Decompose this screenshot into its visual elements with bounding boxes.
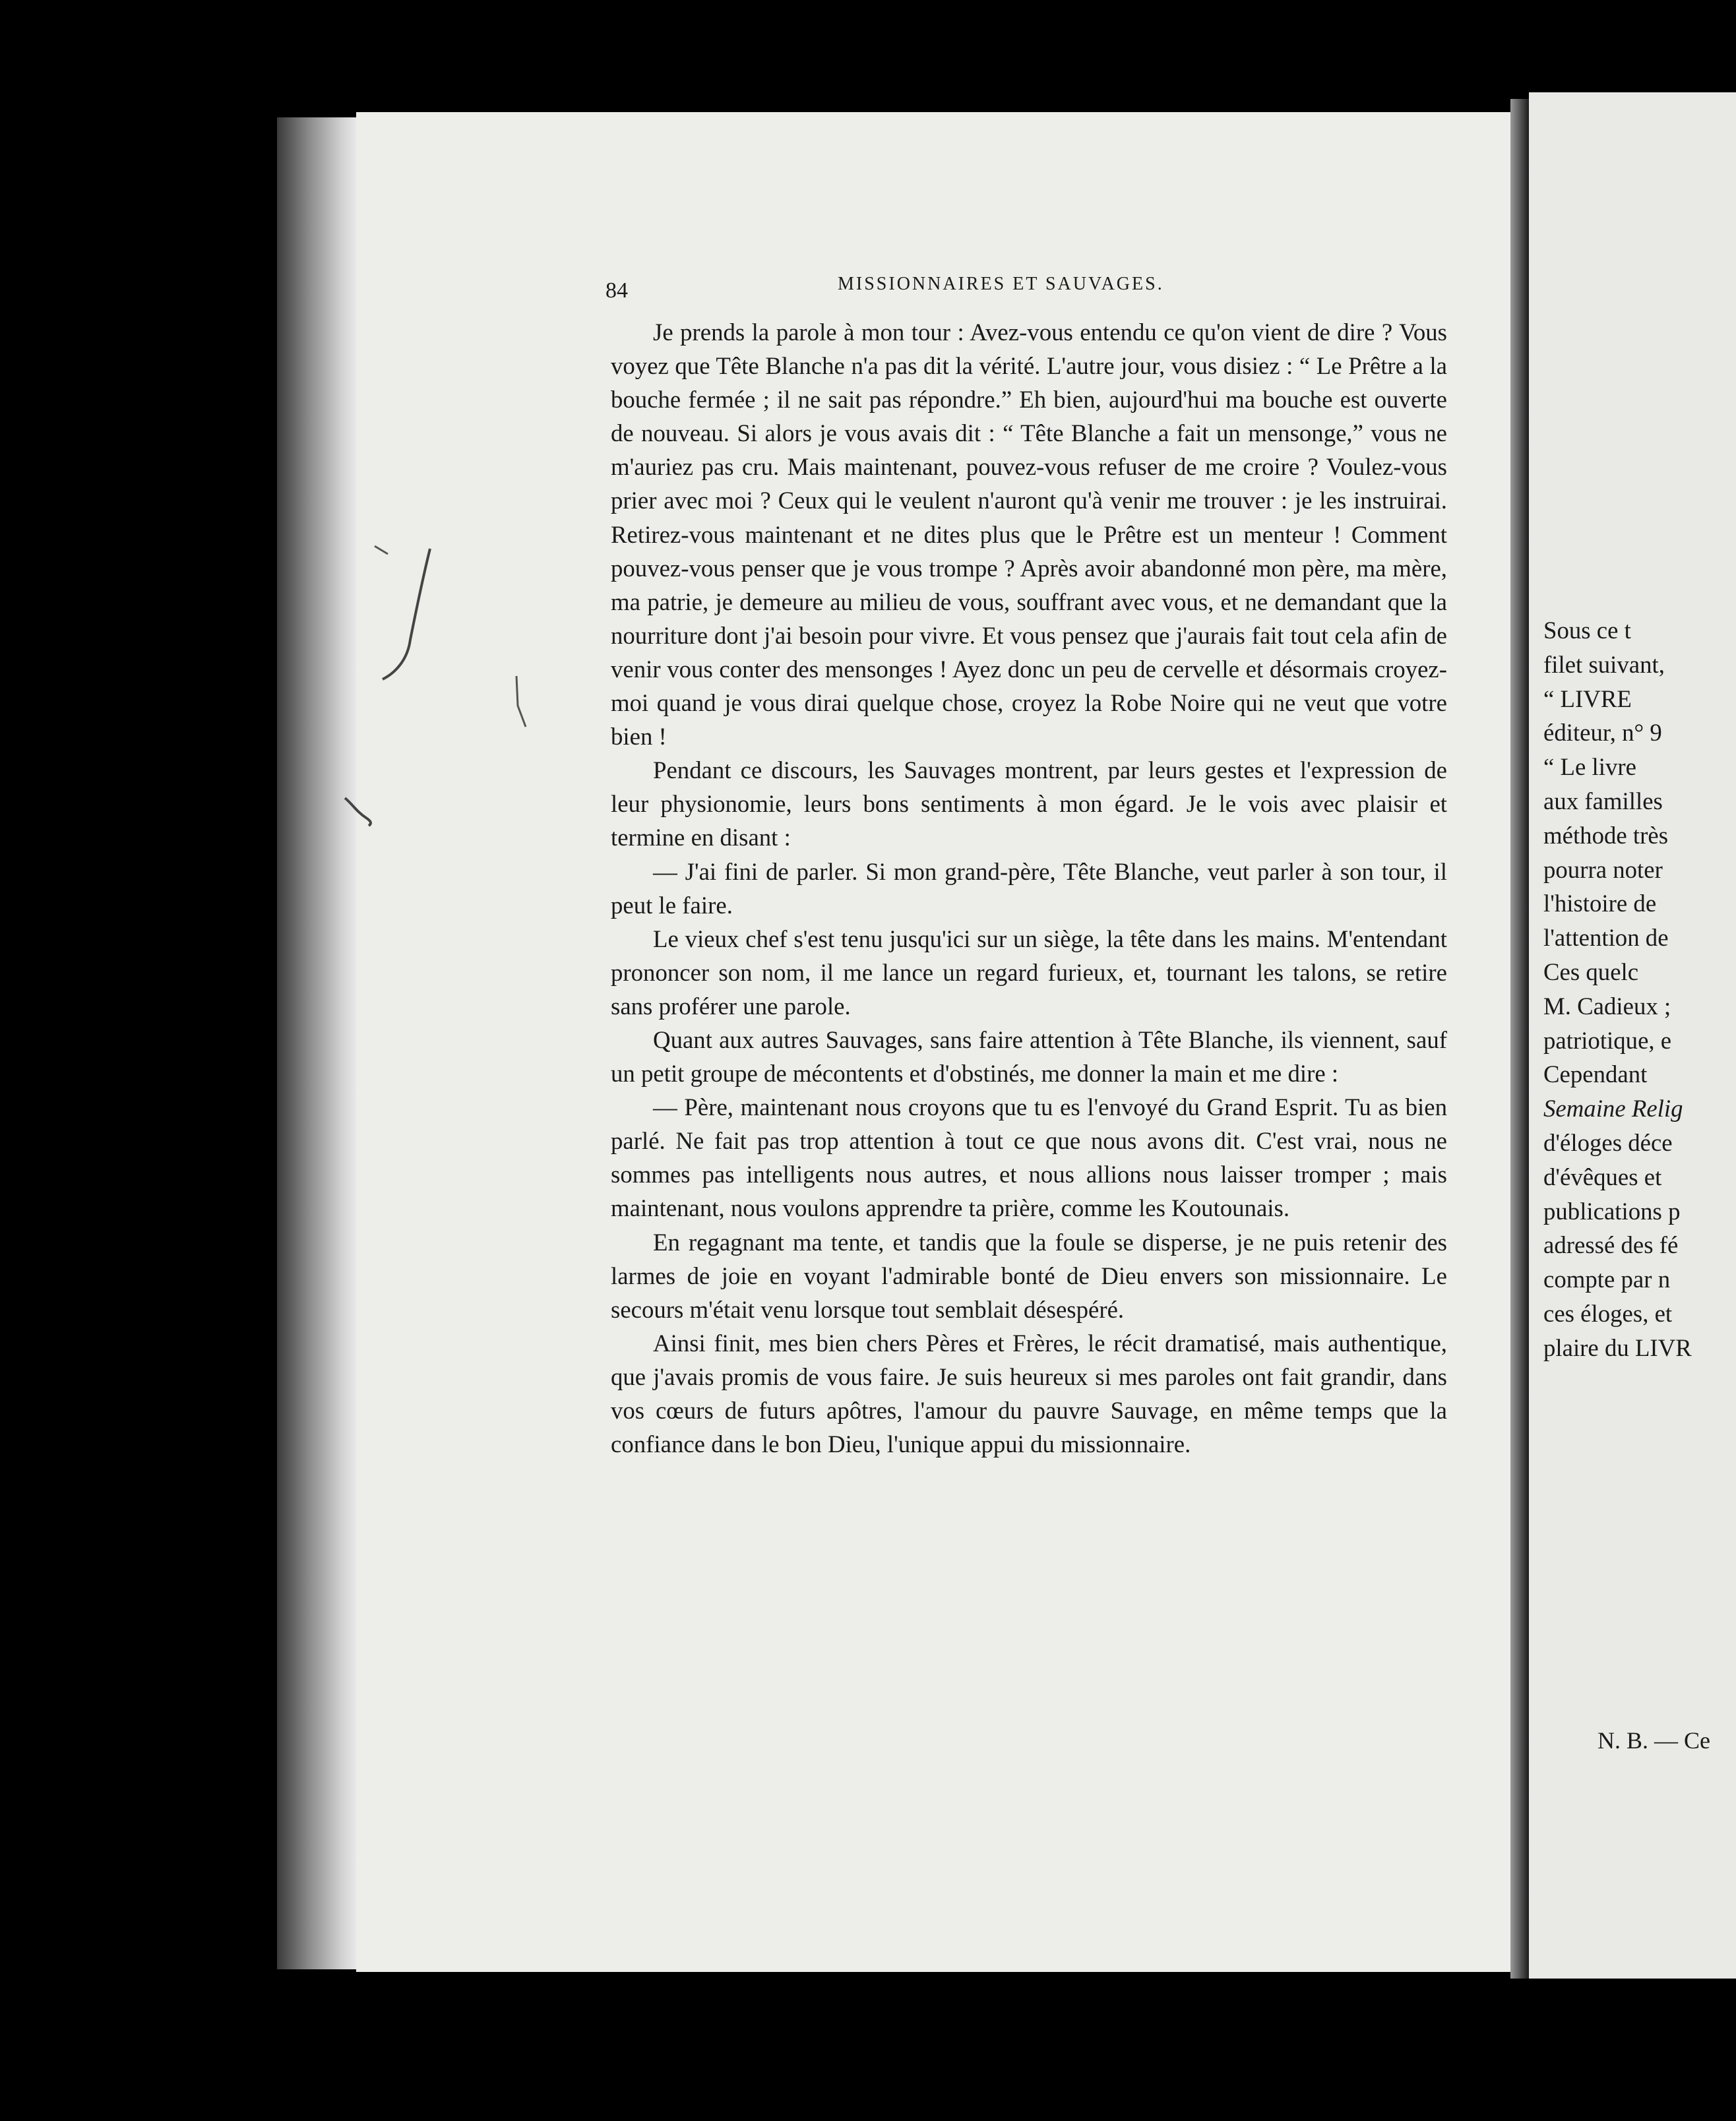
paragraph: Pendant ce discours, les Sauvages montrent, par leurs gestes et l'expression de leur physionomie, leurs bons sentiments à mon égard. Je le vois avec plaisir et termine en disant : <box>611 756 1447 851</box>
margin-blot-mark <box>340 791 379 831</box>
right-line: Ces quelc <box>1543 958 1639 985</box>
paragraph: En regagnant ma tente, et tandis que la foule se disperse, je ne puis retenir des larmes de joie en voyant l'admirable bonté de Dieu envers son missionnaire. Le secours m'était venu lorsque tout semblait désespéré. <box>611 1228 1447 1323</box>
right-line: compte par n <box>1543 1266 1671 1293</box>
right-line: l'attention de <box>1543 924 1669 952</box>
paragraph: — Père, maintenant nous croyons que tu es l'envoyé du Grand Esprit. Tu as bien parlé. Ne fait pas trop attention à tout ce que nous avons dit. C'est vrai, nous ne sommes pas intelligents nous autres, et nous allions nous laisser tromper ; mais maintenant, nous voulons apprendre ta prière, comme les Koutounais. <box>611 1093 1447 1222</box>
right-line: d'éloges déce <box>1543 1128 1673 1156</box>
paragraph: Ainsi finit, mes bien chers Pères et Frères, le récit dramatisé, mais authentique, que j'avais promis de vous faire. Je suis heureux si mes paroles ont fait grandir, dans vos cœurs de futurs apôtres, l'amour du pauvre Sauvage, en même temps que la confiance dans le bon Dieu, l'unique appui du missionnaire. <box>611 1329 1447 1458</box>
paragraph: — J'ai fini de parler. Si mon grand-père, Tête Blanche, veut parler à son tour, il peut le faire. <box>611 857 1447 919</box>
right-line: ces éloges, et <box>1543 1299 1673 1327</box>
left-page-body <box>611 315 1447 1461</box>
running-head <box>605 264 1463 310</box>
paragraph: Je prends la parole à mon tour : Avez-vous entendu ce qu'on vient de dire ? Vous voyez que Tête Blanche n'a pas dit la vérité. L'autre jour, vous disiez : “ Le Prêtre a la bouche fermée ; il ne sait pas répondre.” Eh bien, aujourd'hui ma bouche est ouverte de nouveau. Si alors je vous avais dit : “ Tête Blanche a fait un mensonge,” vous ne m'auriez pas cru. Mais maintenant, pouvez-vous refuser de me croire ? Voulez-vous prier avec moi ? Ceux qui le veulent n'auront qu'à venir me trouver : je les instruirai. Retirez-vous maintenant et ne dites plus que le Prêtre est un menteur ! Comment pouvez-vous penser que je vous trompe ? Après avoir abandonné mon père, ma mère, ma patrie, je demeure au milieu de vous, souffrant avec vous, et ne demandant que la nourriture dont j'ai besoin pour vivre. Et vous pensez que j'aurais fait tout cela afin de venir vous conter des mensonges ! Ayez donc un peu de cervelle et désormais croyez-moi quand je vous dirai quelque chose, croyez la Robe Noire qui ne veut que votre bien ! <box>611 319 1447 751</box>
right-line: patriotique, e <box>1543 1026 1672 1054</box>
paragraph: Le vieux chef s'est tenu jusqu'ici sur un siège, la tête dans les mains. M'entendant prononcer son nom, il me lance un regard furieux, et, tournant les talons, se retire sans proférer une parole. <box>611 925 1447 1020</box>
margin-stroke-mark <box>511 673 531 732</box>
right-line: aux familles <box>1543 787 1663 815</box>
right-line: pourra noter <box>1543 855 1663 883</box>
right-line: l'histoire de <box>1543 890 1657 917</box>
right-page-note: N. B. — Ce <box>1597 1727 1710 1754</box>
right-line: publications p <box>1543 1197 1681 1225</box>
right-line: Semaine Relig <box>1543 1095 1683 1122</box>
right-line: adressé des fé <box>1543 1231 1679 1259</box>
margin-scratch-mark <box>369 541 449 712</box>
right-line: filet suivant, <box>1543 650 1665 678</box>
page-number: 84 <box>605 278 628 303</box>
page-edge-shadow <box>277 117 356 1969</box>
right-line: méthode très <box>1543 821 1669 849</box>
right-line: Cependant <box>1543 1060 1648 1088</box>
right-page-text <box>1543 613 1736 1365</box>
paragraph: Quant aux autres Sauvages, sans faire attention à Tête Blanche, ils viennent, sauf un petit groupe de mécontents et d'obstinés, me donner la main et me dire : <box>611 1026 1447 1088</box>
right-line: “ LIVRE <box>1543 685 1632 712</box>
right-line: éditeur, n° 9 <box>1543 719 1662 747</box>
right-line: plaire du LIVR <box>1543 1334 1692 1361</box>
right-line: d'évêques et <box>1543 1163 1662 1190</box>
right-line: “ Le livre <box>1543 753 1636 781</box>
right-line: Sous ce t <box>1543 617 1631 644</box>
running-head-title: MISSIONNAIRES ET SAUVAGES. <box>838 274 1164 294</box>
right-line: M. Cadieux ; <box>1543 992 1671 1020</box>
book-spine <box>1510 99 1529 1979</box>
